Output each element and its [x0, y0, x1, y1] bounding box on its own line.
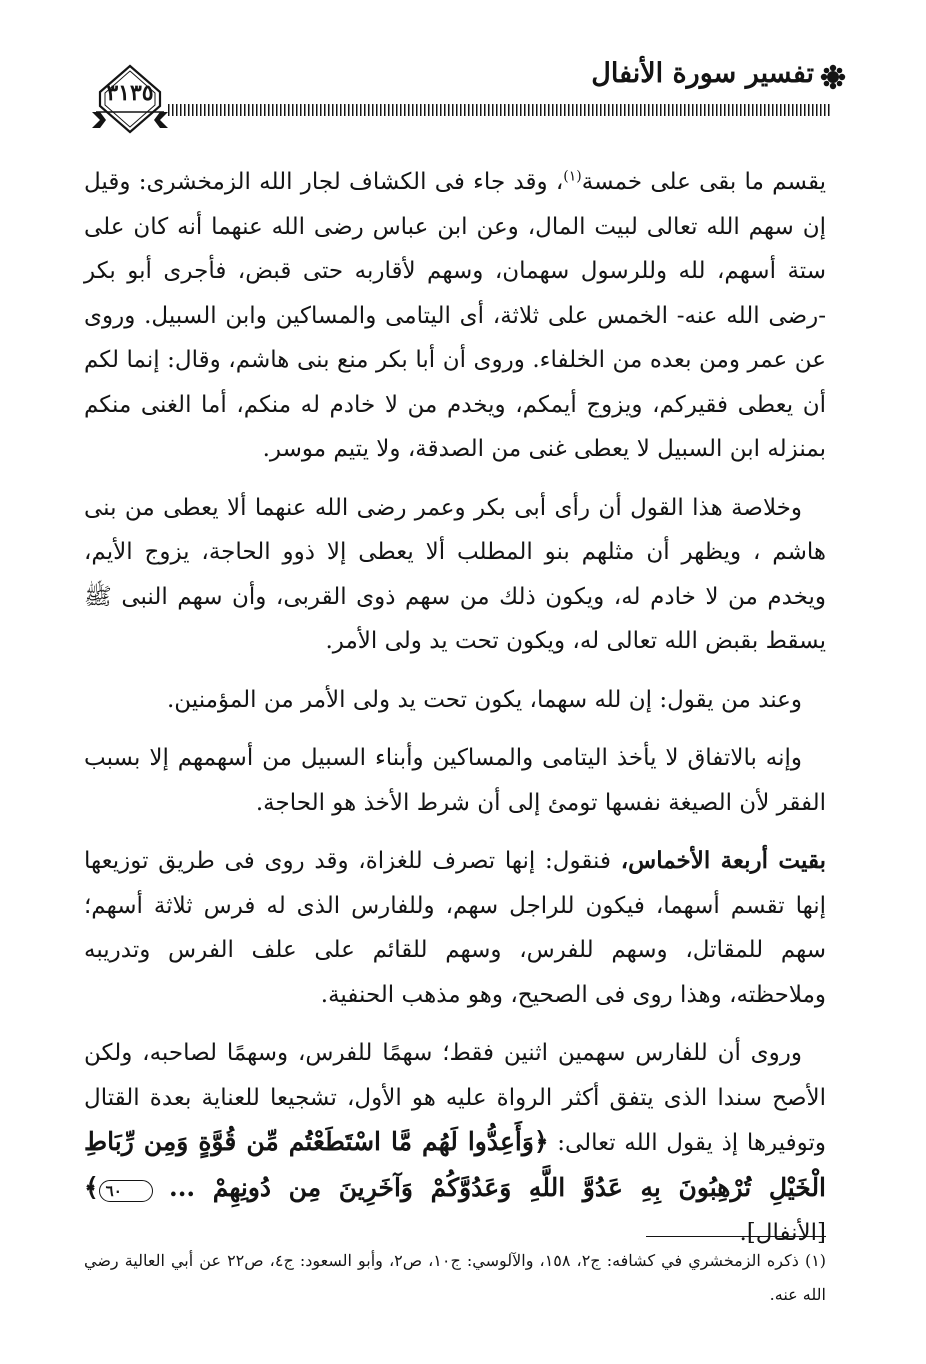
surah-citation: [الأنفال]. — [739, 1220, 826, 1246]
footnote: (١) ذكره الزمخشري في كشافه: ج٢، ١٥٨، والآلوسي: ج١٠، ص٢، وأبو السعود: ج٤، ص٢٢ عن أبي العالية رضي الله عنه. — [84, 1251, 827, 1304]
paragraph-5-bold-lead: بقيت أربعة الأخماس، — [620, 847, 826, 874]
paragraph-6-text: وروى أن للفارس سهمين اثنين فقط؛ سهمًا للفرس، وسهمًا لصاحبه، ولكن الأصح سندا الذى يتفق أكثر الرواة عليه هو الأول، تشجيعا للعناية بعدة القتال وتوفيرها إذ يقول الله تعالى: — [84, 1040, 826, 1156]
paragraph-3: وعند من يقول: إن لله سهما، يكون تحت يد ولى الأمر من المؤمنين. — [166, 686, 802, 713]
paragraph-2: وخلاصة هذا القول أن رأى أبى بكر وعمر رضى الله عنهما ألا يعطى من بنى هاشم ، ويظهر أن مثلهم بنو المطلب ألا يعطى إلا ذوو الحاجة، يزوج الأيم، ويخدم من لا خادم له، ويكون ذلك من سهم ذوى القربى، وأن سهم النبى ﷺ يسقط بقبض الله تعالى له، ويكون تحت يد ولى الأمر. — [84, 494, 826, 654]
footnote-divider — [646, 1236, 826, 1237]
header-dotted-rule — [168, 104, 830, 116]
page-number: ٣١٣٥ — [106, 80, 154, 106]
quran-verse: ﴿وَأَعِدُّوا لَهُم مَّا اسْتَطَعْتُم مِّن قُوَّةٍ وَمِن رِّبَاطِ الْخَيْلِ تُرْهِبُونَ بِهِ عَدُوَّ اللَّهِ وَعَدُوَّكُمْ وَآخَرِينَ مِن دُونِهِمْ ... — [84, 1127, 827, 1202]
footnote-reference: (١) — [563, 168, 582, 185]
paragraph-1-text-start: يقسم ما بقى على خمسة — [581, 169, 827, 195]
page-header-title: تفسير سورة الأنفال — [591, 58, 814, 89]
paragraph-5 — [84, 839, 826, 1017]
ayah-number-marker: ٦٠ — [99, 1180, 153, 1202]
paragraph-4: وإنه بالاتفاق لا يأخذ اليتامى والمساكين وأبناء السبيل من أسهمهم إلا بسبب الفقر لأن الصيغة نفسها تومئ إلى أن شرط الأخذ هو الحاجة. — [84, 745, 826, 816]
flower-ornament-icon — [820, 64, 846, 90]
paragraph-6 — [84, 1031, 826, 1256]
paragraph-5-text: فنقول: إنها تصرف للغزاة، وقد روى فى طريق توزيعها إنها تقسم أسهما، فيكون للراجل سهم، وللفارس الذى له فرس ثلاثة أسهم؛ سهم للمقاتل، وسهم للفرس، وسهم للقائم على علف الفرس وتدريبه وملاحظته، وهذا روى فى الصحيح، وهو مذهب الحنفية. — [84, 848, 826, 1008]
main-text — [84, 160, 826, 1256]
paragraph-1 — [84, 160, 826, 472]
paragraph-1-text-rest: ، وقد جاء فى الكشاف لجار الله الزمخشرى: وقيل إن سهم الله تعالى لبيت المال، وعن ابن عباس رضى الله عنهما أنه كان على ستة أسهم، لله وللرسول سهمان، وسهم لأقاربه حتى قبض، فأجرى أبو بكر -رضى الله عنه- الخمس على ثلاثة، أى اليتامى والمساكين وابن السبيل. وروى عن عمر ومن بعده من الخلفاء. وروى أن أبا بكر منع بنى هاشم، وقال: إنما لكم أن يعطى فقيركم، ويزوج أيمكم، ويخدم من لا خادم له منكم، أما الغنى منكم بمنزله ابن السبيل لا يعطى غنى من الصدقة، ولا يتيم موسر. — [84, 169, 826, 462]
quran-verse-close: ﴾ — [84, 1172, 99, 1202]
